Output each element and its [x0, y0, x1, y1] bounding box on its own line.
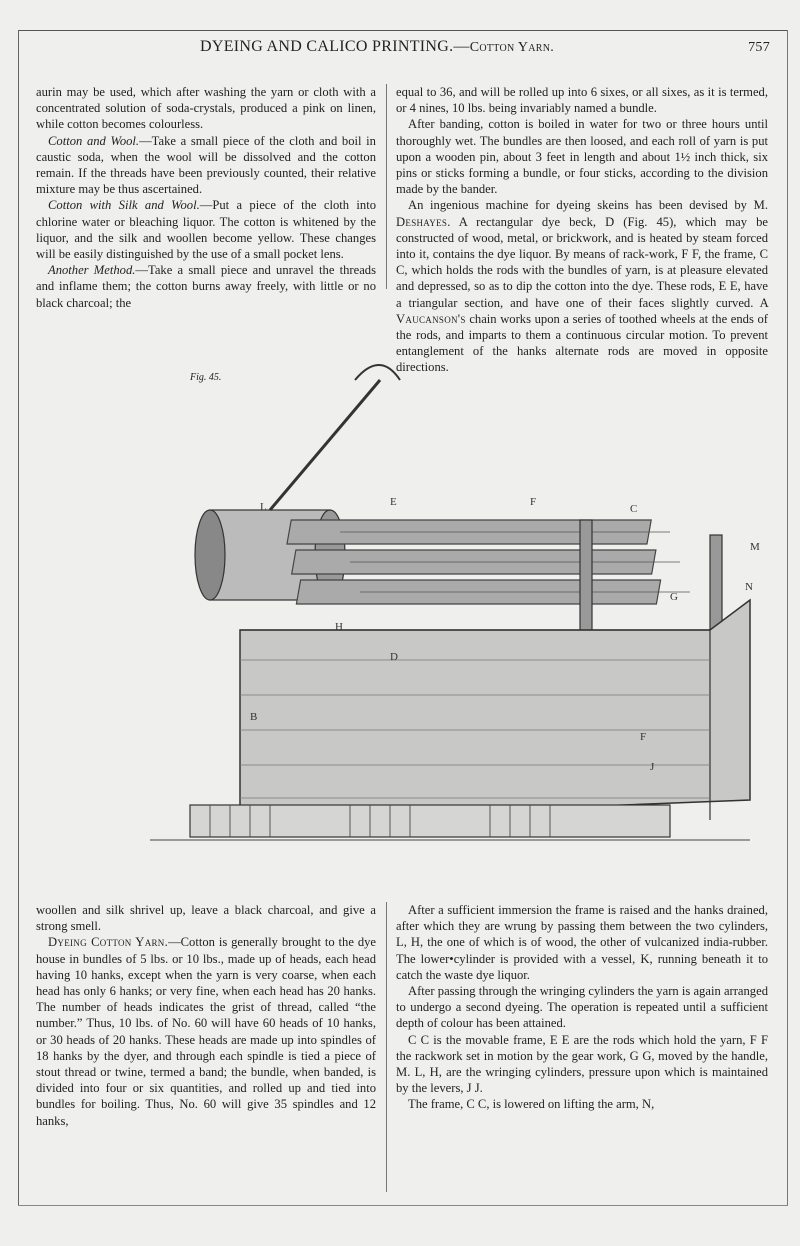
run-in-heading: Cotton and Wool.	[48, 133, 140, 148]
running-title	[200, 38, 554, 56]
left-column-bottom	[36, 902, 376, 1129]
paragraph-body: —Cotton is generally brought to the dye house in bundles of 5 lbs. or 10 lbs., made up of heads, each head having 10 hanks, except when the yarn is very coarse, when each head has only 6 hanks; or very fine, when each head has 20 hanks. The number of heads indicates the grist of thread, called “the number.” Thus, 10 lbs. of No. 60 will have 60 heads of 10 hanks, or 30 heads of 20 hanks. These heads are made up into spindles of 18 hanks by the dyer, and through each spindle is tied a piece of stout thread or twine, termed a band; the bundle, when banded, is divided into four or six quantities, and rolled up and tied into bundles for boiling. Thus, No. 60 will give 35 spindles and 12 hanks,	[36, 935, 376, 1128]
run-in-heading: Cotton with Silk and Wool.	[48, 198, 200, 213]
paragraph-body: chain works upon a series of toothed wheels at the ends of the rods, and imparts to them a continuous circular motion. To prevent entanglement of the hanks alternate rods are moved in opposite directions.	[396, 311, 768, 375]
dyeing-machine-illustration	[150, 300, 780, 890]
figure-caption: Fig. 45.	[190, 372, 222, 383]
figure-letter: M	[750, 541, 760, 553]
page-border-top	[18, 30, 788, 31]
figure-letter: E	[390, 496, 397, 508]
paragraph-body: . A rectangular dye beck, D (Fig. 45), which may be constructed of wood, metal, or brickwork, and is heated by steam forced into it, contains the dye liquor. By means of rack-work, F F, the frame, C C, which holds the rods with the bundles of yarn, is at pleasure elevated and depressed, so as to dip the cotton into the dye. These rods, E E, have a triangular section, and have one of their faces slightly curved. A	[396, 214, 768, 310]
running-title-sub: Cotton Yarn.	[469, 40, 555, 55]
figure-letter: L	[260, 501, 267, 513]
paragraph	[36, 133, 376, 198]
paragraph: C C is the movable frame, E E are the rods which hold the yarn, F F the rackwork set in motion by the gear work, G G, moved by the handle, M. L, H, are the wringing cylinders, pressure upon which is maintained by the levers, J J.	[396, 1032, 768, 1096]
paragraph-body: —Put a piece of the cloth into chlorine water or bleaching liquor. The cotton is whitened by the liquor, and the silk and woollen become yellow. These changes will be easily distinguished by the use of a small pocket lens.	[36, 198, 376, 262]
person-name: Vaucanson's	[396, 311, 466, 326]
column-rule-bottom	[386, 902, 387, 1192]
page-border-right	[787, 30, 788, 1205]
paragraph-body: —Take a small piece and unravel the threads and inflame them; the cotton burns away freely, with little or no black charcoal; the	[36, 263, 377, 310]
figure-letter: F	[640, 731, 647, 743]
figure-letter: J	[650, 761, 655, 773]
figure-letter: N	[745, 581, 753, 593]
run-in-heading: Another Method.	[48, 263, 136, 278]
running-header	[30, 38, 770, 56]
dye-beck	[240, 600, 750, 820]
figure-letter: G	[670, 591, 678, 603]
figure-letter: D	[390, 651, 398, 663]
lever-arm	[270, 380, 380, 510]
paragraph: equal to 36, and will be rolled up into 6 sixes, or all sixes, as it is termed, or 4 nines, 10 lbs. being invariably named a bundle.	[396, 85, 768, 116]
paragraph: After a sufficient immersion the frame is raised and the hanks drained, after which they are wrung by passing them between the two cylinders, L, H, the one of which is of wood, the other of vulcanized india-rubber. The lower•cylinder is provided with a vessel, K, running beneath it to catch the waste dye liquor.	[396, 903, 768, 982]
page-border-left	[18, 30, 19, 1205]
figure-letter: F	[530, 496, 537, 508]
figure-letter: H	[335, 621, 343, 633]
paragraph-body: —Take a small piece of the cloth and boil in caustic soda, when the wool will be dissolved and the cotton remain. If the threads have been previously counted, their relative mixture may be thus ascertained.	[36, 133, 376, 197]
paragraph: After passing through the wringing cylinders the yarn is again arranged to undergo a second dyeing. The operation is repeated until a sufficient depth of colour has been attained.	[396, 984, 768, 1031]
page-border-bottom	[18, 1205, 788, 1206]
paragraph	[36, 934, 376, 1128]
run-in-heading: Dyeing Cotton Yarn.	[48, 935, 169, 950]
figure-letter: B	[250, 711, 258, 723]
paragraph: woollen and silk shrivel up, leave a black charcoal, and give a strong smell.	[36, 903, 376, 934]
column-rule-top	[386, 84, 387, 289]
figure-letter: C	[630, 503, 638, 515]
paragraph: The frame, C C, is lowered on lifting the arm, N,	[408, 1097, 655, 1112]
paragraph	[36, 197, 376, 262]
paragraph: After banding, cotton is boiled in water for two or three hours until thoroughly wet. The bundles are then loosed, and each roll of yarn is put upon a wooden pin, about 3 feet in length and about 1½ inch thick, six pins or sticks forming a bundle, or four sticks, according to the division made by the bander.	[396, 117, 768, 197]
left-column-top	[36, 84, 376, 311]
paragraph: aurin may be used, which after washing the yarn or cloth with a concentrated solution of soda-crystals, produced a pink on linen, while cotton becomes colourless.	[36, 85, 376, 132]
right-column-bottom	[396, 902, 768, 1113]
running-title-main: DYEING AND CALICO PRINTING.—	[200, 38, 470, 55]
person-name: Deshayes	[396, 214, 448, 229]
page-number: 757	[748, 40, 770, 55]
paragraph-body: An ingenious machine for dyeing skeins has been devised by M.	[408, 198, 768, 213]
